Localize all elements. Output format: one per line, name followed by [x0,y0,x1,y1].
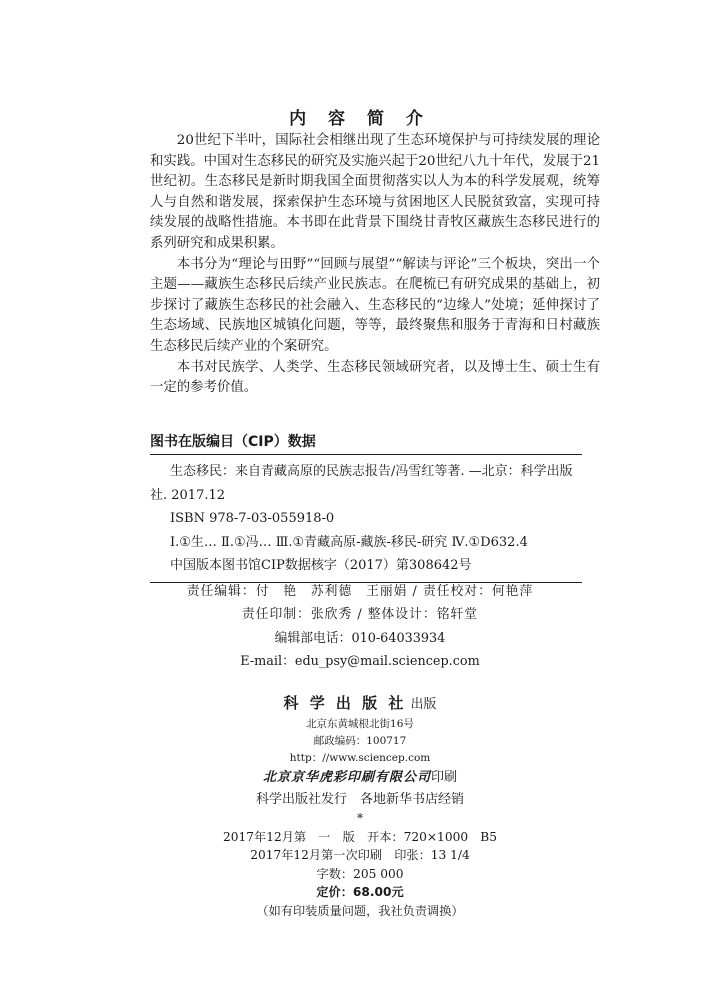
cip-block [150,430,582,583]
publisher-block [0,692,720,811]
cip-record: 生态移民：来自青藏高原的民族志报告/冯雪红等著. —北京：科学出版社. 2017.12 [150,464,573,503]
printer-line [0,767,720,789]
publisher-line [0,692,720,716]
cip-heading: 图书在版编目（CIP）数据 [150,434,316,450]
intro-paragraph: 20世纪下半叶，国际社会相继出现了生态环境保护与可持续发展的理论和实践。中国对生态移民的研究及实施兴起于20世纪八九十年代，发展于21世纪初。生态移民是新时期我国全面贯彻落实以人为本的科学发展观，统筹人与自然和谐发展，探索保护生态环境与贫困地区人民脱贫致富，实现可持续发展的战略性措施。本书即在此背景下围绕甘青牧区藏族生态移民进行的系列研究和成果积累。 [150,133,600,251]
cip-classification: Ⅰ.①生… Ⅱ.①冯… Ⅲ.①青藏高原-藏族-移民-研究 Ⅳ.①D632.4 [170,534,528,550]
intro-paragraph: 本书分为“理论与田野”“回顾与展望”“解读与评论”三个板块，突出一个主题——藏族生态移民后续产业民族志。在爬梳已有研究成果的基础上，初步探讨了藏族生态移民的社会融入、生态移民的“边缘人”处境；延伸探讨了生态场域、民族地区城镇化问题，等等，最终聚焦和服务于青海和日村藏族生态移民后续产业的个案研究。 [150,256,600,354]
distribution-line: 科学出版社发行 各地新华书店经销 [255,792,464,807]
publisher-address: 北京东黄城根北街16号 [306,718,414,730]
word-count-line: 字数：205 000 [316,866,404,881]
cip-isbn: ISBN 978-7-03-055918-0 [170,511,335,527]
printing-line: 2017年12月第一次印刷 印张：13 1/4 [250,848,470,863]
intro-text [150,131,600,399]
notice-line: （如有印装质量问题，我社负责调换） [256,903,464,918]
publisher-logo-text: 科 学 出 版 社 [283,694,407,712]
editors-line: 责任编辑：付 艳 苏利德 王丽娟 / 责任校对：何艳萍 [186,584,534,599]
print-design-line: 责任印制：张欣秀 / 整体设计：铭轩堂 [241,607,479,623]
printer-name: 北京京华虎彩印刷有限公司 [262,770,431,785]
phone-line: 编辑部电话：010-64033934 [274,630,446,646]
separator-star: * [356,811,364,825]
publisher-postcode: 邮政编码：100717 [313,735,407,747]
price-line: 定价：68.00元 [316,885,404,900]
intro-paragraph: 本书对民族学、人类学、生态移民领域研究者，以及博士生、硕士生有一定的参考价值。 [150,359,600,396]
publisher-website: http：//www.sciencep.com [289,752,431,764]
printer-suffix: 印刷 [431,770,458,785]
specs-block [0,809,720,921]
cip-number: 中国版本图书馆CIP数据核字（2017）第308642号 [170,558,472,574]
cip-data-box [150,454,582,583]
edition-line: 2017年12月第 一 版 开本：720×1000 B5 [223,829,497,844]
publisher-suffix: 出版 [410,697,437,712]
credits-block [0,580,720,674]
email-line: E-mail：edu_psy@mail.sciencep.com [240,654,480,670]
section-title: 内 容 简 介 [289,109,431,129]
